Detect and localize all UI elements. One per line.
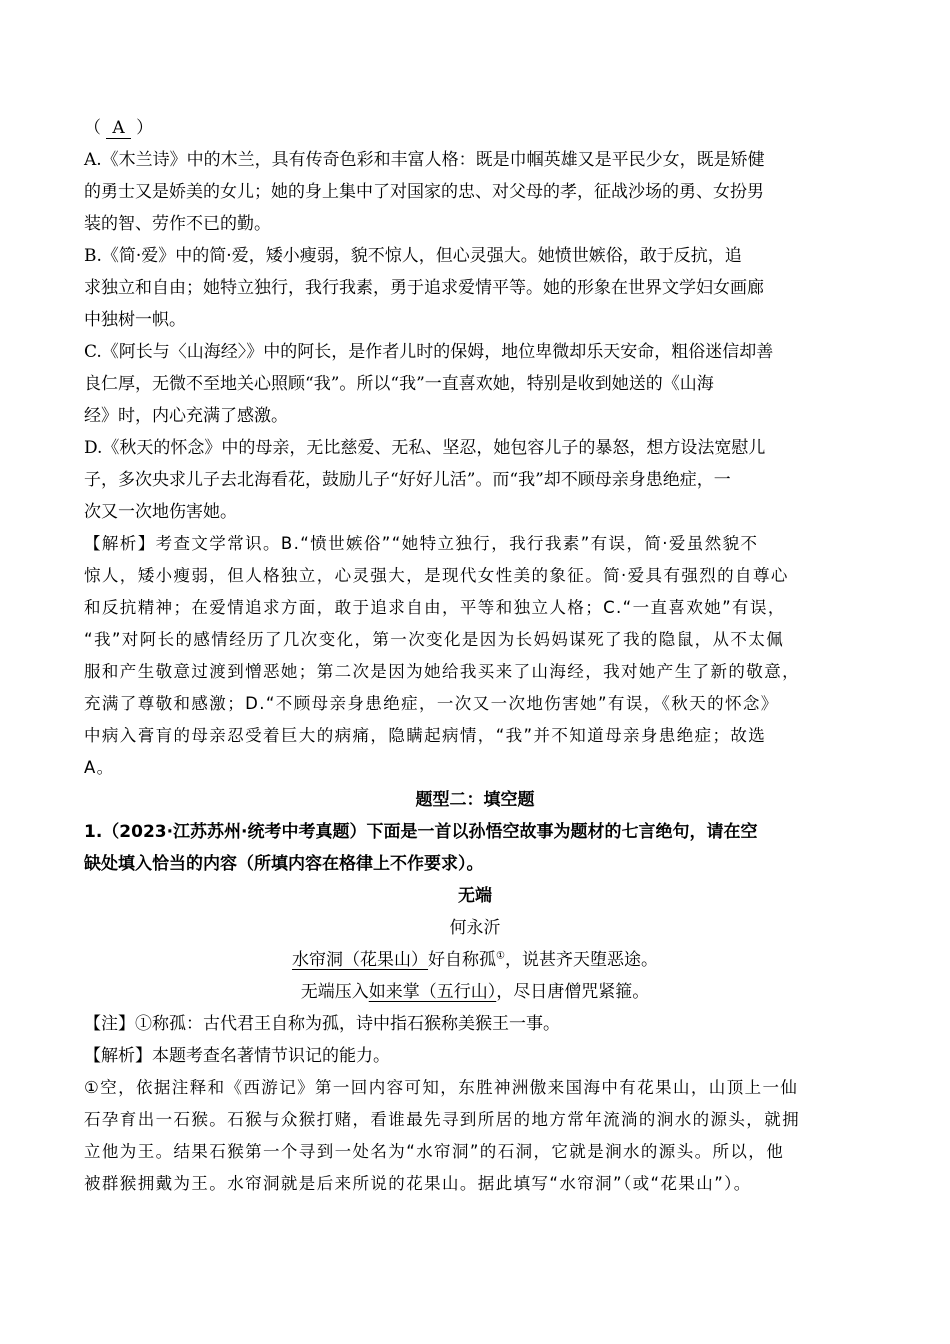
poem-text: ，说甚齐天堕恶途。 (504, 950, 658, 970)
question-line: 1.（2023·江苏苏州·统考中考真题）下面是一首以孙悟空故事为题材的七言绝句，请在空 (84, 822, 758, 842)
question-stem (84, 816, 866, 880)
analysis-line: 中病入膏肓的母亲忍受着巨大的病痛，隐瞒起病情，“我”并不知道母亲身患绝症；故选 (84, 726, 767, 745)
option-d (84, 432, 866, 528)
option-c (84, 336, 866, 432)
analysis-line: “我”对阿长的感情经历了几次变化，第一次变化是因为长妈妈谋死了我的隐鼠，从不太佩 (84, 630, 785, 649)
answer-line (84, 112, 866, 144)
analysis-block-2 (84, 1040, 866, 1200)
analysis-line: 惊人，矮小瘦弱，但人格独立，心灵强大，是现代女性美的象征。简·爱具有强烈的自尊心 (84, 566, 789, 585)
option-line: 求独立和自由；她特立独行，我行我素，勇于追求爱情平等。她的形象在世界文学妇女画廊 (84, 278, 764, 298)
question-line: 缺处填入恰当的内容（所填内容在格律上不作要求）。 (84, 854, 484, 874)
poem-author: 何永沂 (449, 918, 501, 938)
analysis-line: 【解析】考查文学常识。B.“愤世嫉俗”“她特立独行，我行我素”有误，简·爱虽然貌不 (84, 534, 759, 553)
footnote: 【注】①称孤：古代君王自称为孤，诗中指石猴称美猴王一事。 (84, 1014, 560, 1034)
option-line: C.《阿长与〈山海经〉》中的阿长，是作者儿时的保姆，地位卑微却乐天安命，粗俗迷信却善 (84, 342, 774, 362)
option-a (84, 144, 866, 240)
analysis-line: 被群猴拥戴为王。水帘洞就是后来所说的花果山。据此填写“水帘洞”（或“花果山”）。 (84, 1174, 752, 1193)
poem-line-2 (84, 976, 866, 1008)
option-line: D.《秋天的怀念》中的母亲，无比慈爱、无私、坚忍，她包容儿子的暴怒，想方设法宽慰儿 (84, 438, 766, 458)
analysis-line: 充满了尊敬和感激；D.“不顾母亲身患绝症，一次又一次地伤害她”有误，《秋天的怀念》 (84, 694, 779, 713)
poem-blank-2: 如来掌（五行山） (368, 982, 497, 1002)
poem-text: ，尽日唐僧咒紧箍。 (496, 982, 650, 1002)
poem-text: 好自称孤 (428, 950, 497, 970)
analysis-line: 立他为王。结果石猴第一个寻到一处名为“水帘洞”的石洞，它就是涧水的源头。所以，他 (84, 1142, 785, 1161)
option-line: 子，多次央求儿子去北海看花，鼓励儿子“好好儿活”。而“我”却不顾母亲身患绝症，一 (84, 470, 731, 490)
option-line: 经》时，内心充满了感激。 (84, 406, 288, 426)
option-b (84, 240, 866, 336)
option-line: 中独树一帜。 (84, 310, 186, 330)
poem (84, 880, 866, 1008)
option-line: A.《木兰诗》中的木兰，具有传奇色彩和丰富人格：既是巾帼英雄又是平民少女，既是矫健 (84, 150, 765, 170)
analysis-block-1 (84, 528, 866, 784)
page-content (84, 112, 866, 1200)
analysis-line: 【解析】本题考查名著情节识记的能力。 (84, 1046, 390, 1066)
analysis-line: 服和产生敬意过渡到憎恶她；第二次是因为她给我买来了山海经，我对她产生了新的敬意， (84, 662, 800, 681)
poem-text: 无端压入 (300, 982, 369, 1002)
analysis-line: 石孕育出一石猴。石猴与众猴打赌，看谁最先寻到所居的地方常年流淌的涧水的源头，就拥 (84, 1110, 800, 1129)
section-title: 题型二：填空题 (415, 790, 535, 810)
option-line: 良仁厚，无微不至地关心照顾“我”。所以“我”一直喜欢她，特别是收到她送的《山海 (84, 374, 714, 394)
answer-value: A (106, 118, 130, 139)
analysis-line: 和反抗精神；在爱情追求方面，敢于追求自由，平等和独立人格；C.“一直喜欢她”有误， (84, 598, 786, 617)
option-line: 装的智、劳作不已的勤。 (84, 214, 271, 234)
option-line: B.《简·爱》中的简·爱，矮小瘦弱，貌不惊人，但心灵强大。她愤世嫉俗，敢于反抗，追 (84, 246, 742, 266)
answer-close-paren: ） (136, 118, 154, 138)
answer-open-paren: （ (84, 118, 101, 138)
poem-line-1 (84, 944, 866, 976)
option-line: 的勇士又是娇美的女儿；她的身上集中了对国家的忠、对父母的孝，征战沙场的勇、女扮男 (84, 182, 764, 202)
analysis-line: A。 (84, 758, 115, 777)
footnote-marker: ① (496, 950, 505, 962)
poem-title: 无端 (458, 886, 492, 906)
analysis-line: ①空，依据注释和《西游记》第一回内容可知，东胜神洲傲来国海中有花果山，山顶上一仙 (84, 1078, 799, 1097)
poem-blank-1: 水帘洞（花果山） (292, 950, 429, 970)
option-line: 次又一次地伤害她。 (84, 502, 237, 522)
